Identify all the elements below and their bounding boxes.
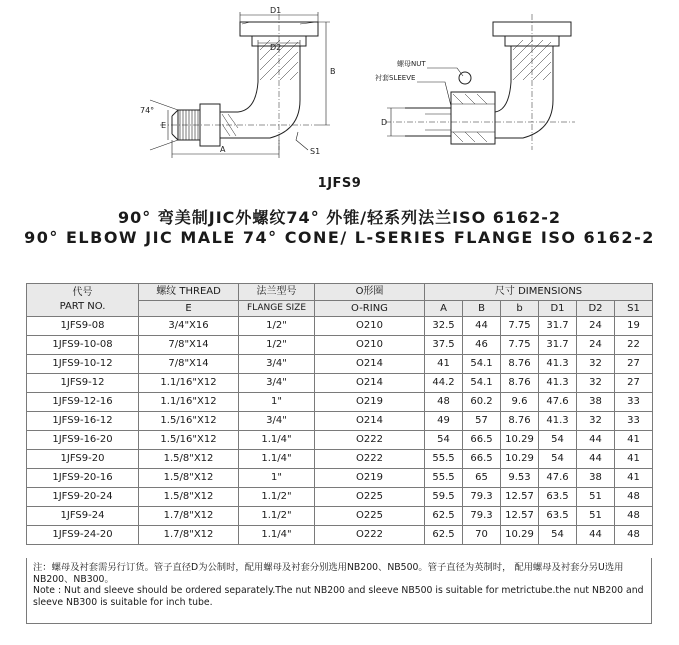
cell-dim-b-upper: 79.3 — [463, 488, 501, 507]
cell-dim-b-upper: 46 — [463, 336, 501, 355]
table-row — [27, 469, 653, 488]
cell-dim-b-upper: 70 — [463, 526, 501, 545]
cell-dim-s1: 27 — [615, 355, 653, 374]
cell-dim-s1: 22 — [615, 336, 653, 355]
cell-dim-d2: 24 — [577, 317, 615, 336]
table-row — [27, 393, 653, 412]
table-row — [27, 526, 653, 545]
cell-o-ring: O219 — [315, 393, 425, 412]
technical-drawings — [0, 0, 679, 172]
cell-dim-s1: 41 — [615, 431, 653, 450]
cell-thread: 1.7/8"X12 — [139, 526, 239, 545]
cell-dim-a: 49 — [425, 412, 463, 431]
cell-flange-size: 1.1/4" — [239, 431, 315, 450]
cell-dim-a: 41 — [425, 355, 463, 374]
cell-dim-a: 62.5 — [425, 526, 463, 545]
cell-dim-b-lower: 8.76 — [501, 412, 539, 431]
cell-part-no: 1JFS9-24-20 — [27, 526, 139, 545]
cell-dim-b-upper: 66.5 — [463, 450, 501, 469]
cell-dim-b-upper: 79.3 — [463, 507, 501, 526]
cell-part-no: 1JFS9-08 — [27, 317, 139, 336]
spec-table-body — [27, 317, 653, 545]
table-row — [27, 507, 653, 526]
label-sleeve: 衬套SLEEVE — [375, 74, 416, 82]
cell-o-ring: O225 — [315, 507, 425, 526]
header-thread: 螺纹 THREAD — [139, 284, 239, 301]
cell-thread: 3/4"X16 — [139, 317, 239, 336]
table-row — [27, 488, 653, 507]
cell-flange-size: 3/4" — [239, 412, 315, 431]
label-e: E — [161, 121, 167, 130]
cell-dim-d1: 41.3 — [539, 355, 577, 374]
cell-dim-d1: 54 — [539, 526, 577, 545]
label-a: A — [220, 145, 226, 154]
label-s1: S1 — [310, 147, 321, 156]
cell-flange-size: 1.1/2" — [239, 488, 315, 507]
cell-flange-size: 3/4" — [239, 374, 315, 393]
cell-dim-d2: 51 — [577, 488, 615, 507]
cell-dim-b-lower: 10.29 — [501, 526, 539, 545]
cell-thread: 7/8"X14 — [139, 355, 239, 374]
cell-o-ring: O222 — [315, 450, 425, 469]
cell-dim-b-lower: 10.29 — [501, 450, 539, 469]
table-row — [27, 450, 653, 469]
cell-dim-s1: 33 — [615, 393, 653, 412]
table-row — [27, 412, 653, 431]
header-col-b-upper: B — [463, 300, 501, 317]
cell-dim-b-lower: 12.57 — [501, 507, 539, 526]
cell-dim-s1: 41 — [615, 469, 653, 488]
cell-part-no: 1JFS9-12-16 — [27, 393, 139, 412]
cell-dim-a: 32.5 — [425, 317, 463, 336]
cell-flange-size: 1/2" — [239, 317, 315, 336]
cell-flange-size: 1.1/4" — [239, 450, 315, 469]
cell-dim-b-lower: 9.6 — [501, 393, 539, 412]
cell-o-ring: O219 — [315, 469, 425, 488]
cell-dim-d2: 32 — [577, 412, 615, 431]
cell-dim-d1: 54 — [539, 450, 577, 469]
cell-dim-d1: 63.5 — [539, 507, 577, 526]
cell-thread: 1.7/8"X12 — [139, 507, 239, 526]
cell-dim-s1: 19 — [615, 317, 653, 336]
cell-flange-size: 1.1/2" — [239, 507, 315, 526]
title-chinese: 90° 弯美制JIC外螺纹74° 外锥/轻系列法兰ISO 6162-2 — [117, 208, 562, 227]
cell-thread: 1.5/16"X12 — [139, 412, 239, 431]
cell-part-no: 1JFS9-20-24 — [27, 488, 139, 507]
cell-dim-a: 62.5 — [425, 507, 463, 526]
cell-dim-d2: 24 — [577, 336, 615, 355]
cell-flange-size: 1" — [239, 469, 315, 488]
cell-part-no: 1JFS9-24 — [27, 507, 139, 526]
cell-dim-b-lower: 10.29 — [501, 431, 539, 450]
cell-dim-d2: 44 — [577, 431, 615, 450]
cell-flange-size: 1" — [239, 393, 315, 412]
cell-part-no: 1JFS9-16-20 — [27, 431, 139, 450]
note-box — [26, 558, 652, 624]
header-part-no-cn: 代号 — [72, 287, 93, 298]
cell-flange-size: 1/2" — [239, 336, 315, 355]
cell-dim-s1: 33 — [615, 412, 653, 431]
note-english: Note : Nut and sleeve should be ordered separately.The nut NB200 and sleeve NB500 is suitable for metrictube.the nut NB200 and sleeve NB300 is suitable for inch tube. — [33, 585, 644, 608]
part-number-heading: 1JFS9 — [317, 176, 362, 191]
label-b: B — [330, 67, 336, 76]
cell-dim-a: 54 — [425, 431, 463, 450]
header-col-b-lower: b — [501, 300, 539, 317]
cell-part-no: 1JFS9-10-08 — [27, 336, 139, 355]
header-oring: O形圈 — [315, 284, 425, 301]
cell-thread: 1.1/16"X12 — [139, 393, 239, 412]
cell-dim-d2: 51 — [577, 507, 615, 526]
cell-flange-size: 3/4" — [239, 355, 315, 374]
cell-dim-d2: 44 — [577, 450, 615, 469]
cell-part-no: 1JFS9-10-12 — [27, 355, 139, 374]
cell-dim-b-upper: 57 — [463, 412, 501, 431]
cell-part-no: 1JFS9-20-16 — [27, 469, 139, 488]
cell-o-ring: O210 — [315, 336, 425, 355]
cell-thread: 1.1/16"X12 — [139, 374, 239, 393]
elbow-drawing-right — [355, 0, 655, 172]
cell-dim-s1: 48 — [615, 507, 653, 526]
title-english: 90° ELBOW JIC MALE 74° CONE/ L-SERIES FLANGE ISO 6162-2 — [24, 228, 655, 247]
cell-o-ring: O222 — [315, 526, 425, 545]
table-row — [27, 336, 653, 355]
cell-dim-d2: 38 — [577, 393, 615, 412]
label-angle: 74° — [140, 106, 155, 115]
cell-o-ring: O210 — [315, 317, 425, 336]
cell-dim-b-lower: 8.76 — [501, 355, 539, 374]
header-oring-sub: O-RING — [315, 300, 425, 317]
cell-dim-s1: 41 — [615, 450, 653, 469]
header-part-no-en: PART NO. — [59, 301, 106, 312]
cell-dim-d2: 32 — [577, 374, 615, 393]
cell-o-ring: O222 — [315, 431, 425, 450]
cell-dim-d2: 32 — [577, 355, 615, 374]
cell-dim-a: 44.2 — [425, 374, 463, 393]
cell-o-ring: O214 — [315, 412, 425, 431]
cell-o-ring: O225 — [315, 488, 425, 507]
spec-table — [26, 283, 653, 545]
cell-dim-b-lower: 7.75 — [501, 336, 539, 355]
cell-dim-d1: 31.7 — [539, 336, 577, 355]
table-row — [27, 431, 653, 450]
cell-thread: 7/8"X14 — [139, 336, 239, 355]
cell-dim-a: 59.5 — [425, 488, 463, 507]
spec-table-header — [27, 284, 653, 317]
cell-thread: 1.5/8"X12 — [139, 488, 239, 507]
cell-dim-a: 37.5 — [425, 336, 463, 355]
cell-dim-b-lower: 8.76 — [501, 374, 539, 393]
cell-thread: 1.5/8"X12 — [139, 469, 239, 488]
table-row — [27, 374, 653, 393]
header-thread-sub: E — [139, 300, 239, 317]
note-chinese: 注：螺母及衬套需另行订货。管子直径D为公制时，配用螺母及衬套分别选用NB200、NB500。管子直径为英制时， 配用螺母及衬套分另U选用NB200、NB300。 — [33, 562, 624, 585]
cell-dim-b-lower: 9.53 — [501, 469, 539, 488]
cell-dim-d1: 63.5 — [539, 488, 577, 507]
header-col-a: A — [425, 300, 463, 317]
header-col-s1: S1 — [615, 300, 653, 317]
cell-part-no: 1JFS9-16-12 — [27, 412, 139, 431]
cell-dim-b-upper: 54.1 — [463, 355, 501, 374]
label-d1: D1 — [270, 6, 282, 15]
cell-dim-d1: 47.6 — [539, 469, 577, 488]
cell-dim-d1: 54 — [539, 431, 577, 450]
cell-o-ring: O214 — [315, 355, 425, 374]
cell-dim-d1: 41.3 — [539, 374, 577, 393]
cell-dim-d1: 41.3 — [539, 412, 577, 431]
cell-dim-a: 55.5 — [425, 469, 463, 488]
cell-dim-d2: 38 — [577, 469, 615, 488]
cell-thread: 1.5/16"X12 — [139, 431, 239, 450]
label-d: D — [381, 118, 388, 127]
table-row — [27, 355, 653, 374]
label-d2: D2 — [270, 43, 282, 52]
cell-dim-d2: 44 — [577, 526, 615, 545]
cell-dim-b-lower: 7.75 — [501, 317, 539, 336]
cell-part-no: 1JFS9-20 — [27, 450, 139, 469]
header-flange-sub: FLANGE SIZE — [239, 300, 315, 317]
cell-dim-s1: 48 — [615, 488, 653, 507]
cell-dim-s1: 27 — [615, 374, 653, 393]
header-col-d2: D2 — [577, 300, 615, 317]
cell-dim-d1: 47.6 — [539, 393, 577, 412]
cell-o-ring: O214 — [315, 374, 425, 393]
header-dimensions: 尺寸 DIMENSIONS — [425, 284, 653, 301]
cell-part-no: 1JFS9-12 — [27, 374, 139, 393]
label-nut: 螺母NUT — [397, 60, 426, 68]
cell-dim-s1: 48 — [615, 526, 653, 545]
cell-dim-b-upper: 66.5 — [463, 431, 501, 450]
cell-dim-b-upper: 60.2 — [463, 393, 501, 412]
header-col-d1: D1 — [539, 300, 577, 317]
cell-dim-b-lower: 12.57 — [501, 488, 539, 507]
cell-flange-size: 1.1/4" — [239, 526, 315, 545]
cell-dim-b-upper: 44 — [463, 317, 501, 336]
header-flange: 法兰型号 — [239, 284, 315, 301]
header-part-no — [27, 284, 139, 317]
cell-dim-a: 55.5 — [425, 450, 463, 469]
table-row — [27, 317, 653, 336]
cell-dim-b-upper: 54.1 — [463, 374, 501, 393]
cell-dim-a: 48 — [425, 393, 463, 412]
cell-dim-b-upper: 65 — [463, 469, 501, 488]
cell-thread: 1.5/8"X12 — [139, 450, 239, 469]
cell-dim-d1: 31.7 — [539, 317, 577, 336]
